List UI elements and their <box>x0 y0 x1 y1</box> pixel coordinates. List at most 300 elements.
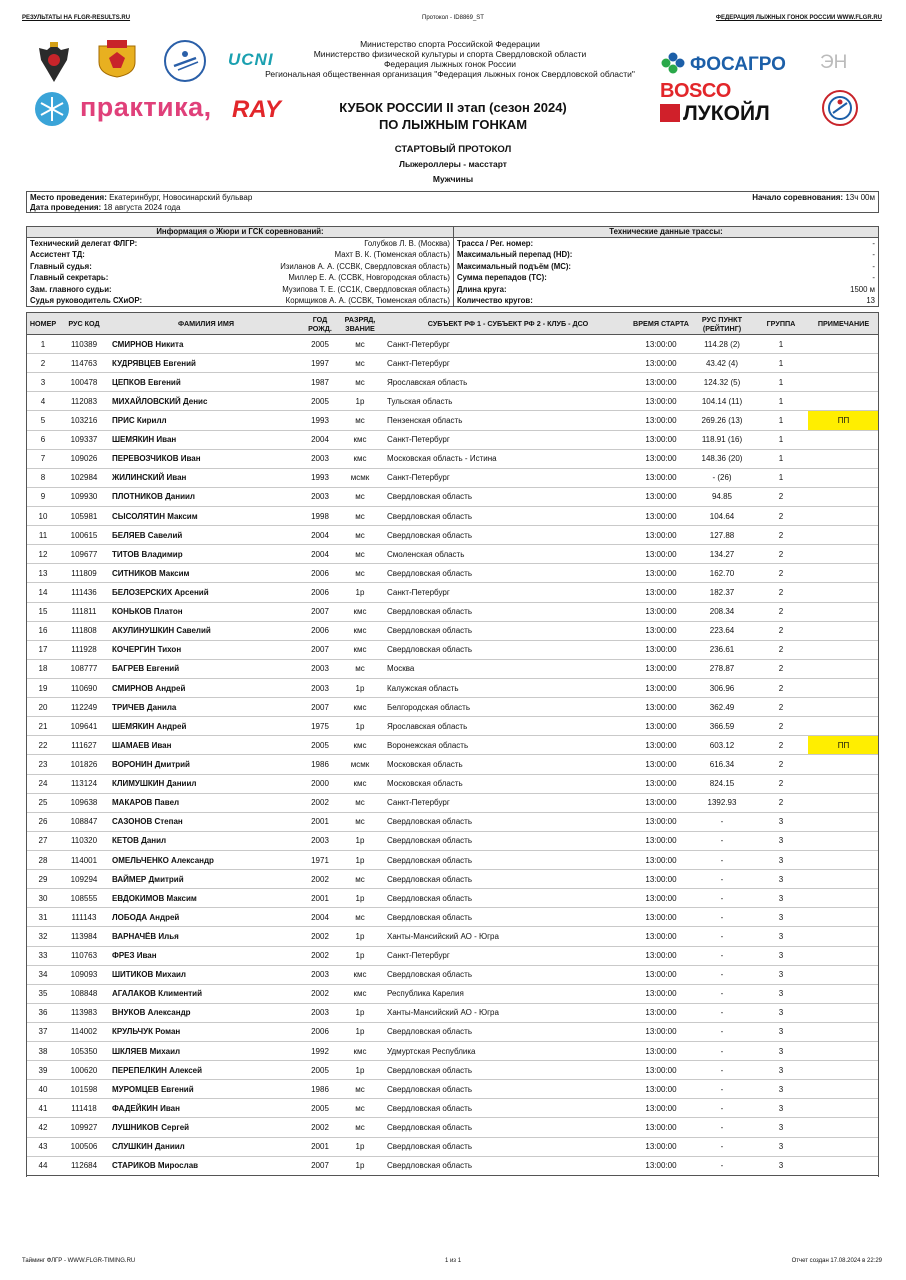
birth-year: 2007 <box>304 640 336 659</box>
note <box>808 717 879 736</box>
track-key: Длина круга: <box>457 284 507 294</box>
rus-code: 109337 <box>60 430 108 449</box>
region-club: Свердловская область <box>384 487 632 506</box>
table-row <box>26 850 879 869</box>
athlete-name: ЕВДОКИМОВ Максим <box>108 889 304 908</box>
birth-year: 2004 <box>304 545 336 564</box>
group: 3 <box>754 1022 808 1041</box>
bib-number: 13 <box>26 564 60 583</box>
table-row <box>26 373 879 392</box>
rank: 1р <box>336 1061 384 1080</box>
region-club: Свердловская область <box>384 1061 632 1080</box>
note <box>808 831 879 850</box>
rus-code: 110389 <box>60 335 108 354</box>
region-club: Свердловская область <box>384 640 632 659</box>
region-club: Пензенская область <box>384 411 632 430</box>
start-time: 13:00:00 <box>632 545 690 564</box>
note <box>808 1156 879 1175</box>
rank: мс <box>336 1099 384 1118</box>
category: Мужчины <box>432 174 474 184</box>
russia-crest-logo <box>33 40 75 86</box>
group: 1 <box>754 468 808 487</box>
rus-points: 94.85 <box>690 487 754 506</box>
bib-number: 7 <box>26 449 60 468</box>
table-row <box>26 506 879 525</box>
rus-code: 111143 <box>60 908 108 927</box>
bib-number: 35 <box>26 984 60 1003</box>
birth-year: 2005 <box>304 392 336 411</box>
place-label: Место проведения: <box>30 193 107 202</box>
athlete-name: КЛИМУШКИН Даниил <box>108 774 304 793</box>
note <box>808 870 879 889</box>
rank: мс <box>336 411 384 430</box>
ray-logo: RAY <box>232 96 281 123</box>
group: 3 <box>754 1042 808 1061</box>
protocol-id: Протокол - ID8869_ST <box>422 15 484 21</box>
start-time: 13:00:00 <box>632 984 690 1003</box>
group: 3 <box>754 965 808 984</box>
group: 3 <box>754 984 808 1003</box>
jury-key: Главный секретарь: <box>30 273 109 283</box>
start-time: 13:00:00 <box>632 889 690 908</box>
rank: кмс <box>336 430 384 449</box>
birth-year: 2006 <box>304 583 336 602</box>
note <box>808 564 879 583</box>
rus-code: 109641 <box>60 717 108 736</box>
region-club: Смоленская область <box>384 545 632 564</box>
athlete-name: КУДРЯВЦЕВ Евгений <box>108 354 304 373</box>
table-row <box>26 831 879 850</box>
jury-key: Технический делегат ФЛГР: <box>30 239 138 248</box>
birth-year: 1987 <box>304 373 336 392</box>
rus-code: 111808 <box>60 621 108 640</box>
athlete-name: ВАРНАЧЁВ Илья <box>108 927 304 946</box>
athlete-name: СМИРНОВ Никита <box>108 335 304 354</box>
table-row <box>26 927 879 946</box>
birth-year: 1993 <box>304 411 336 430</box>
bib-number: 21 <box>26 717 60 736</box>
bib-number: 42 <box>26 1118 60 1137</box>
region-club: Свердловская область <box>384 564 632 583</box>
bib-number: 20 <box>26 698 60 717</box>
table-row <box>26 335 879 354</box>
athlete-name: СТАРИКОВ Мирослав <box>108 1156 304 1175</box>
group: 2 <box>754 717 808 736</box>
athlete-name: БЕЛОЗЕРСКИХ Арсений <box>108 583 304 602</box>
group: 3 <box>754 1003 808 1022</box>
note <box>808 430 879 449</box>
start-time: 13:00:00 <box>632 1080 690 1099</box>
jury-value: Кормщиков А. А. (ССВК, Тюменская область) <box>285 295 450 305</box>
rus-code: 100478 <box>60 373 108 392</box>
rank: 1р <box>336 1003 384 1022</box>
rus-code: 109294 <box>60 870 108 889</box>
table-row <box>26 698 879 717</box>
rank: мс <box>336 1118 384 1137</box>
organizer-line: Федерация лыжных гонок России <box>383 59 517 69</box>
birth-year: 1975 <box>304 717 336 736</box>
bib-number: 25 <box>26 793 60 812</box>
table-row <box>26 736 879 755</box>
region-club: Московская область <box>384 755 632 774</box>
track-key: Количество кругов: <box>457 295 533 305</box>
start-time: 13:00:00 <box>632 430 690 449</box>
bib-number: 29 <box>26 870 60 889</box>
note <box>808 583 879 602</box>
rus-points: - <box>690 1003 754 1022</box>
note <box>808 659 879 678</box>
athlete-name: ТРИЧЕВ Данила <box>108 698 304 717</box>
region-club: Санкт-Петербург <box>384 793 632 812</box>
birth-year: 1986 <box>304 1080 336 1099</box>
jury-list <box>27 238 453 306</box>
bib-number: 32 <box>26 927 60 946</box>
rus-points: - (26) <box>690 468 754 487</box>
track-row <box>454 284 878 295</box>
rank: мс <box>336 812 384 831</box>
birth-year: 2004 <box>304 908 336 927</box>
region-club: Удмуртская Республика <box>384 1042 632 1061</box>
start-time: 13:00:00 <box>632 793 690 812</box>
start-time: 13:00:00 <box>632 335 690 354</box>
note <box>808 335 879 354</box>
bib-number: 26 <box>26 812 60 831</box>
bib-number: 6 <box>26 430 60 449</box>
rus-code: 102984 <box>60 468 108 487</box>
rus-code: 101826 <box>60 755 108 774</box>
note <box>808 354 879 373</box>
group: 1 <box>754 449 808 468</box>
federation-link[interactable]: ФЕДЕРАЦИЯ ЛЫЖНЫХ ГОНОК РОССИИ WWW.FLGR.RU <box>715 15 882 21</box>
start-list-table <box>26 312 879 1176</box>
rus-code: 111627 <box>60 736 108 755</box>
table-row <box>26 526 879 545</box>
athlete-name: ЛУШНИКОВ Сергей <box>108 1118 304 1137</box>
rus-code: 112083 <box>60 392 108 411</box>
note <box>808 373 879 392</box>
jury-value: Голубков Л. В. (Москва) <box>364 239 450 248</box>
note <box>808 698 879 717</box>
rus-code: 110763 <box>60 946 108 965</box>
birth-year: 1986 <box>304 755 336 774</box>
jury-row <box>27 249 453 260</box>
birth-year: 1997 <box>304 354 336 373</box>
region-club: Свердловская область <box>384 908 632 927</box>
athlete-name: ТИТОВ Владимир <box>108 545 304 564</box>
start-time: 13:00:00 <box>632 1022 690 1041</box>
group: 3 <box>754 812 808 831</box>
rank: кмс <box>336 736 384 755</box>
table-row <box>26 1022 879 1041</box>
rus-points: 616.34 <box>690 755 754 774</box>
table-row <box>26 984 879 1003</box>
start-time: 13:00:00 <box>632 1099 690 1118</box>
rus-code: 114763 <box>60 354 108 373</box>
birth-year: 2003 <box>304 965 336 984</box>
bib-number: 8 <box>26 468 60 487</box>
bib-number: 11 <box>26 526 60 545</box>
bib-number: 24 <box>26 774 60 793</box>
start-time: 13:00:00 <box>632 736 690 755</box>
rus-points: 104.14 (11) <box>690 392 754 411</box>
track-key: Максимальный подъём (MC): <box>457 261 572 271</box>
rus-points: - <box>690 965 754 984</box>
rus-points: 134.27 <box>690 545 754 564</box>
birth-year: 2006 <box>304 1022 336 1041</box>
birth-year: 2001 <box>304 812 336 831</box>
jury-key: Судья руководитель СХиОР: <box>30 295 143 305</box>
rank: мс <box>336 526 384 545</box>
jury-row <box>27 295 453 306</box>
table-row <box>26 1003 879 1022</box>
table-row <box>26 1061 879 1080</box>
table-row <box>26 411 879 430</box>
note <box>808 908 879 927</box>
athlete-name: ШЕМЯКИН Иван <box>108 430 304 449</box>
rank: кмс <box>336 698 384 717</box>
rus-points: 124.32 (5) <box>690 373 754 392</box>
note <box>808 640 879 659</box>
rus-code: 109927 <box>60 1118 108 1137</box>
note <box>808 927 879 946</box>
rank: мс <box>336 373 384 392</box>
athlete-name: ШЕМЯКИН Андрей <box>108 717 304 736</box>
note <box>808 1042 879 1061</box>
bib-number: 5 <box>26 411 60 430</box>
birth-year: 2001 <box>304 889 336 908</box>
place-value: Екатеринбург, Новосинарский бульвар <box>109 193 253 202</box>
start-time: 13:00:00 <box>632 659 690 678</box>
bib-number: 30 <box>26 889 60 908</box>
page-number: 1 из 1 <box>444 1258 462 1264</box>
start-time: 13:00:00 <box>632 468 690 487</box>
note <box>808 1003 879 1022</box>
group: 3 <box>754 1080 808 1099</box>
birth-year: 2005 <box>304 1099 336 1118</box>
bib-number: 16 <box>26 621 60 640</box>
en-logo: ЭН <box>820 52 848 73</box>
bib-number: 34 <box>26 965 60 984</box>
rus-points: - <box>690 812 754 831</box>
date-label: Дата проведения: <box>30 203 102 212</box>
col-header: НОМЕР <box>26 313 60 335</box>
rus-code: 109677 <box>60 545 108 564</box>
region-club: Санкт-Петербург <box>384 583 632 602</box>
rus-code: 112684 <box>60 1156 108 1175</box>
region-club: Свердловская область <box>384 889 632 908</box>
rus-points: 208.34 <box>690 602 754 621</box>
rank: мс <box>336 506 384 525</box>
start-time: 13:00:00 <box>632 411 690 430</box>
rus-code: 111811 <box>60 602 108 621</box>
athlete-name: ЦЕПКОВ Евгений <box>108 373 304 392</box>
rus-points: - <box>690 927 754 946</box>
rus-code: 111436 <box>60 583 108 602</box>
track-value: - <box>872 239 875 248</box>
athlete-name: ШИТИКОВ Михаил <box>108 965 304 984</box>
group: 2 <box>754 774 808 793</box>
rus-code: 101598 <box>60 1080 108 1099</box>
birth-year: 2003 <box>304 678 336 697</box>
bib-number: 3 <box>26 373 60 392</box>
bib-number: 40 <box>26 1080 60 1099</box>
group: 3 <box>754 1118 808 1137</box>
rus-points: 114.28 (2) <box>690 335 754 354</box>
table-row <box>26 889 879 908</box>
athlete-name: АГАЛАКОВ Климентий <box>108 984 304 1003</box>
col-header: ПРИМЕЧАНИЕ <box>808 313 879 335</box>
rank: мс <box>336 659 384 678</box>
rus-code: 105981 <box>60 506 108 525</box>
athlete-name: ПЕРЕПЕЛКИН Алексей <box>108 1061 304 1080</box>
bib-number: 27 <box>26 831 60 850</box>
rus-code: 109026 <box>60 449 108 468</box>
table-row <box>26 1099 879 1118</box>
praktika-logo: практика, <box>80 92 212 122</box>
region-club: Свердловская область <box>384 812 632 831</box>
birth-year: 1998 <box>304 506 336 525</box>
note <box>808 1137 879 1156</box>
bib-number: 10 <box>26 506 60 525</box>
track-row <box>454 249 878 260</box>
athlete-name: ПЕРЕВОЗЧИКОВ Иван <box>108 449 304 468</box>
birth-year: 2004 <box>304 430 336 449</box>
date-value: 18 августа 2024 года <box>103 203 181 212</box>
group: 2 <box>754 506 808 525</box>
note <box>808 487 879 506</box>
start-time: 13:00:00 <box>632 506 690 525</box>
region-club: Свердловская область <box>384 506 632 525</box>
region-club: Санкт-Петербург <box>384 468 632 487</box>
region-club: Свердловская область <box>384 1080 632 1099</box>
table-row <box>26 1156 879 1175</box>
bib-number: 43 <box>26 1137 60 1156</box>
rank: 1р <box>336 392 384 411</box>
start-time: 13:00:00 <box>632 1118 690 1137</box>
birth-year: 2002 <box>304 984 336 1003</box>
athlete-name: САЗОНОВ Степан <box>108 812 304 831</box>
rank: 1р <box>336 850 384 869</box>
group: 2 <box>754 755 808 774</box>
birth-year: 2003 <box>304 659 336 678</box>
col-header: РУС КОД <box>60 313 108 335</box>
group: 1 <box>754 335 808 354</box>
rus-points: - <box>690 908 754 927</box>
track-value: - <box>872 261 875 271</box>
group: 3 <box>754 946 808 965</box>
note <box>808 1099 879 1118</box>
note <box>808 1080 879 1099</box>
sverdlovsk-emblem-logo <box>95 40 139 78</box>
rank: 1р <box>336 1022 384 1041</box>
results-link[interactable]: РЕЗУЛЬТАТЫ НА FLGR-RESULTS.RU <box>22 15 131 21</box>
birth-year: 2006 <box>304 564 336 583</box>
rus-points: - <box>690 1061 754 1080</box>
rank: 1р <box>336 889 384 908</box>
note <box>808 621 879 640</box>
athlete-name: МАКАРОВ Павел <box>108 793 304 812</box>
table-row <box>26 545 879 564</box>
rus-points: 162.70 <box>690 564 754 583</box>
start-time: 13:00:00 <box>632 831 690 850</box>
snowflake-logo <box>35 92 69 126</box>
start-time: 13:00:00 <box>632 526 690 545</box>
start-time: 13:00:00 <box>632 392 690 411</box>
jury-value: Махт В. К. (Тюменская область) <box>334 250 450 260</box>
athlete-name: ВОРОНИН Дмитрий <box>108 755 304 774</box>
group: 2 <box>754 640 808 659</box>
start-time: 13:00:00 <box>632 698 690 717</box>
start-time: 13:00:00 <box>632 812 690 831</box>
start-time: 13:00:00 <box>632 755 690 774</box>
rus-code: 114002 <box>60 1022 108 1041</box>
bib-number: 19 <box>26 678 60 697</box>
start-time: 13:00:00 <box>632 487 690 506</box>
rank: 1р <box>336 831 384 850</box>
rus-points: 104.64 <box>690 506 754 525</box>
start-time: 13:00:00 <box>632 354 690 373</box>
rus-code: 112249 <box>60 698 108 717</box>
birth-year: 2003 <box>304 831 336 850</box>
rus-points: - <box>690 850 754 869</box>
timing-footer: Тайминг ФЛГР - WWW.FLGR-TIMING.RU <box>22 1258 136 1264</box>
birth-year: 2007 <box>304 602 336 621</box>
bib-number: 17 <box>26 640 60 659</box>
region-club: Ханты-Мансийский АО - Югра <box>384 927 632 946</box>
jury-row <box>27 272 453 283</box>
col-header: ГРУППА <box>754 313 808 335</box>
birth-year: 2003 <box>304 1003 336 1022</box>
table-row <box>26 1042 879 1061</box>
jury-row <box>27 261 453 272</box>
region-club: Тульская область <box>384 392 632 411</box>
start-time: 13:00:00 <box>632 373 690 392</box>
birth-year: 2005 <box>304 335 336 354</box>
jury-value: Миллер Е. А. (ССВК, Новгородская область) <box>288 273 450 283</box>
bib-number: 39 <box>26 1061 60 1080</box>
start-time: 13:00:00 <box>632 927 690 946</box>
region-club: Санкт-Петербург <box>384 354 632 373</box>
athlete-name: ОМЕЛЬЧЕНКО Александр <box>108 850 304 869</box>
athlete-name: ЖИЛИНСКИЙ Иван <box>108 468 304 487</box>
rus-code: 111809 <box>60 564 108 583</box>
rus-points: - <box>690 1137 754 1156</box>
birth-year: 2001 <box>304 1137 336 1156</box>
rus-points: 43.42 (4) <box>690 354 754 373</box>
note <box>808 449 879 468</box>
start-time: 13:00:00 <box>632 1137 690 1156</box>
athlete-name: КОНЬКОВ Платон <box>108 602 304 621</box>
event-start <box>752 193 875 203</box>
event-info-box <box>26 191 879 213</box>
col-header: ВРЕМЯ СТАРТА <box>632 313 690 335</box>
note <box>808 468 879 487</box>
birth-year: 2002 <box>304 870 336 889</box>
track-row <box>454 238 878 249</box>
organizer-line: Региональная общественная организация "Федерация лыжных гонок Свердловской области" <box>265 69 635 79</box>
group: 2 <box>754 545 808 564</box>
athlete-name: КЕТОВ Данил <box>108 831 304 850</box>
bib-number: 1 <box>26 335 60 354</box>
note <box>808 946 879 965</box>
rus-code: 114001 <box>60 850 108 869</box>
rus-points: 278.87 <box>690 659 754 678</box>
note <box>808 392 879 411</box>
report-created: Отчет создан 17.08.2024 в 22:29 <box>791 1258 882 1264</box>
start-time: 13:00:00 <box>632 774 690 793</box>
birth-year: 2002 <box>304 946 336 965</box>
bib-number: 15 <box>26 602 60 621</box>
